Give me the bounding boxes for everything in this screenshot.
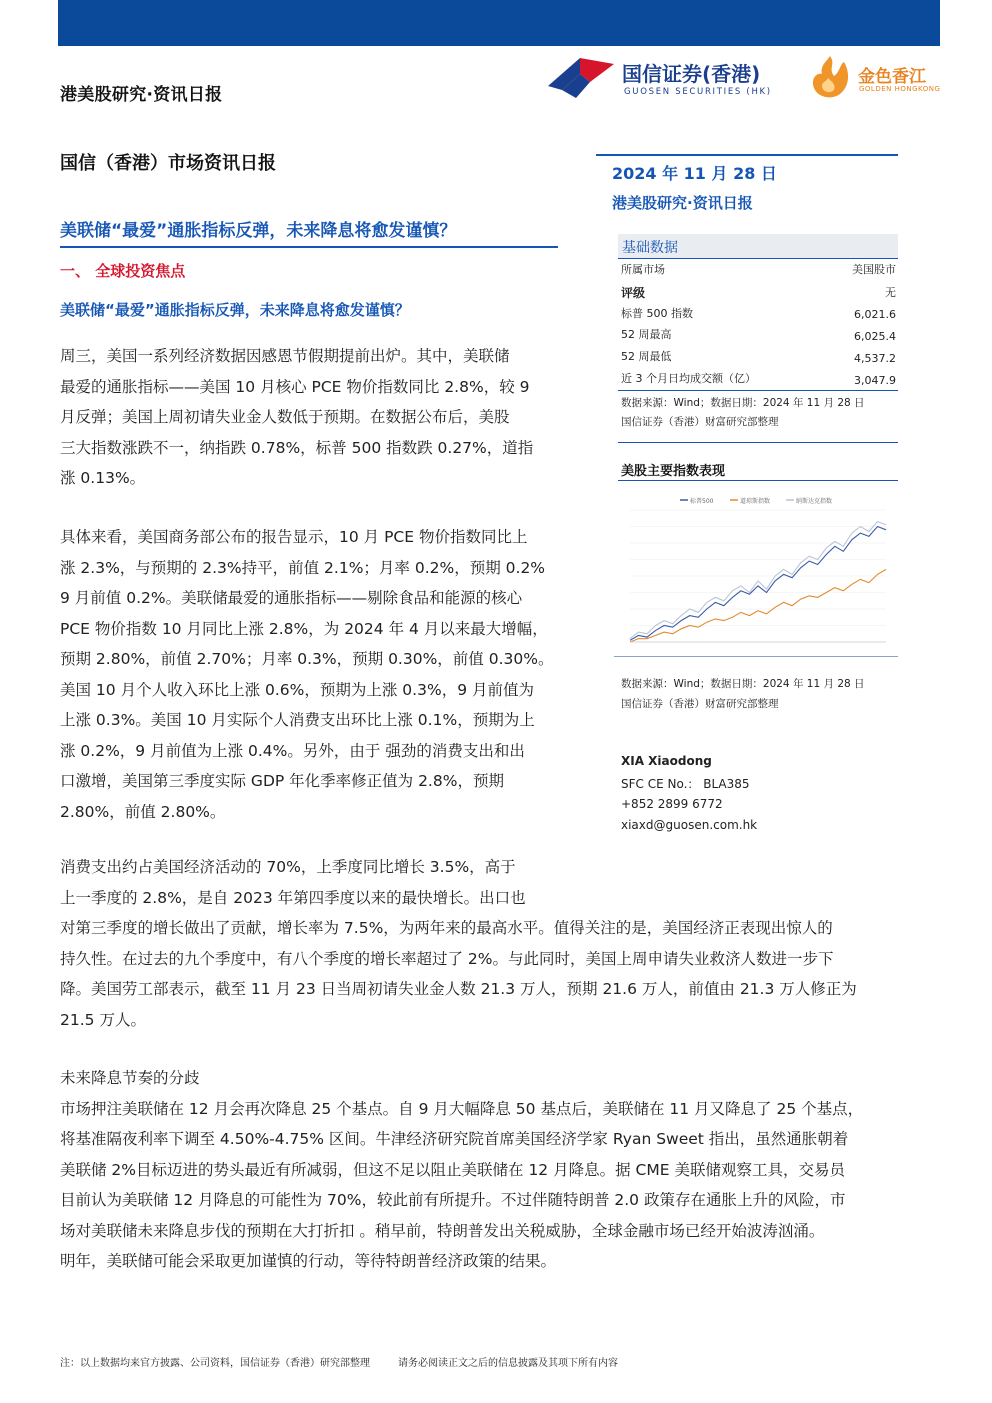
basic-data-key: 52 周最高 <box>621 328 672 341</box>
golden-logo-cn: 金色香江 <box>858 67 926 87</box>
index-chart-svg <box>614 482 898 656</box>
author-phone: +852 2899 6772 <box>621 797 723 811</box>
basic-data-key: 近 3 个月日均成交额（亿） <box>621 372 756 385</box>
data-source-note-2: 数据来源：Wind；数据日期：2024 年 11 月 28 日 <box>621 678 865 690</box>
chart-series-line <box>630 527 886 641</box>
guosen-logo <box>546 54 786 102</box>
basic-data-key: 评级 <box>621 286 646 300</box>
basic-data-bottom-rule <box>618 390 898 391</box>
chart-legend-label: 标普500 <box>690 498 714 505</box>
basic-data-row <box>621 370 896 390</box>
paragraph-line: 场对美联储未来降息步伐的预期在大打折扣 。稍早前，特朗普发出关税威胁，全球金融市场已经开始波涛汹涌。 <box>60 1221 825 1240</box>
paragraph-line: 将基准隔夜利率下调至 4.50%-4.75% 区间。牛津经济研究院首席美国经济学家 Ryan Sweet 指出，虽然通胀朝着 <box>60 1130 849 1148</box>
sidebar-top-rule <box>596 154 898 156</box>
chart-title-rule <box>618 480 898 481</box>
compiled-by-note-2: 国信证券（香港）财富研究部整理 <box>621 698 779 710</box>
sidebar-subtitle: 港美股研究·资讯日报 <box>612 194 753 212</box>
report-date: 2024 年 11 月 28 日 <box>612 164 777 183</box>
paragraph-line: 涨 0.2%，9 月前值为上涨 0.4%。另外，由于 强劲的消费支出和出 <box>60 741 525 760</box>
headline: 美联储“最爱”通胀指标反弹，未来降息将愈发谨慎？ <box>60 221 457 241</box>
basic-data-row <box>621 261 896 281</box>
paragraph-line: 三大指数涨跌不一，纳指跌 0.78%，标普 500 指数跌 0.27%，道指 <box>60 438 534 457</box>
basic-data-value: 3,047.9 <box>854 374 896 387</box>
paragraph-line: 消费支出约占美国经济活动的 70%，上季度同比增长 3.5%，高于 <box>60 858 516 876</box>
page-footer <box>60 1354 618 1369</box>
basic-data-key: 52 周最低 <box>621 350 672 363</box>
paragraph-line: 上涨 0.3%。美国 10 月实际个人消费支出环比上涨 0.1%，预期为上 <box>60 711 535 729</box>
paragraph-line: 美国 10 月个人收入环比上涨 0.6%，预期为上涨 0.3%，9 月前值为 <box>60 680 534 699</box>
chart-title: 美股主要指数表现 <box>621 464 726 479</box>
basic-data-value: 美国股市 <box>852 263 896 276</box>
footer-note: 注：以上数据均来官方披露、公司资料，国信证券（香港）研究部整理 <box>60 1358 370 1369</box>
guosen-logo-icon <box>546 56 616 100</box>
paragraph-line: 对第三季度的增长做出了贡献，增长率为 7.5%，为两年来的最高水平。值得关注的是，美国经济正表现出惊人的 <box>60 919 833 937</box>
paragraph-line: 口激增，美国第三季度实际 GDP 年化季率修正值为 2.8%，预期 <box>60 772 504 790</box>
paragraph-2 <box>60 522 553 827</box>
paragraph-line: 2.80%，前值 2.80%。 <box>60 802 226 821</box>
paragraph-line: 持久性。在过去的九个季度中，有八个季度的增长率超过了 2%。与此同时，美国上周申请失业救济人数进一步下 <box>60 949 834 968</box>
paragraph-4 <box>60 1063 863 1277</box>
paragraph-line: 上一季度的 2.8%，是自 2023 年第四季度以来的最快增长。出口也 <box>60 888 526 907</box>
paragraph-line: 涨 0.13%。 <box>60 469 146 487</box>
paragraph-3 <box>60 852 857 1035</box>
paragraph-line: 降。美国劳工部表示，截至 11 月 23 日当周初请失业金人数 21.3 万人，预期 21.6 万人，前值由 21.3 万人修正为 <box>60 980 857 998</box>
basic-data-title: 基础数据 <box>622 240 678 256</box>
paragraph-line: 月反弹；美国上周初请失业金人数低于预期。在数据公布后，美股 <box>60 408 510 426</box>
headline-divider <box>60 246 558 248</box>
basic-data-header <box>618 234 898 258</box>
basic-data-value: 无 <box>885 286 896 299</box>
guosen-logo-en: GUOSEN SECURITIES (HK) <box>624 87 772 97</box>
section-heading: 一、 全球投资焦点 <box>60 262 186 280</box>
basic-data-rule <box>618 258 898 259</box>
paragraph-line: 目前认为美联储 12 月降息的可能性为 70%，较此前有所提升。不过伴随特朗普 2.0 政策存在通胀上升的风险，市 <box>60 1191 846 1209</box>
chart-series-line <box>630 522 886 639</box>
author-sfc: SFC CE No.： BLA385 <box>621 777 750 791</box>
basic-data-value: 6,025.4 <box>854 330 896 343</box>
chart-legend-label: 道琼斯指数 <box>740 498 771 505</box>
author-name: XIA Xiaodong <box>621 754 712 768</box>
header-label: 港美股研究·资讯日报 <box>60 85 223 105</box>
paragraph-line: 预期 2.80%，前值 2.70%；月率 0.3%，预期 0.30%，前值 0.30%。 <box>60 650 554 668</box>
author-email[interactable]: xiaxd@guosen.com.hk <box>621 818 758 832</box>
index-performance-chart <box>614 482 898 657</box>
chart-legend-label: 纳斯达克指数 <box>796 498 833 505</box>
basic-data-key: 标普 500 指数 <box>621 307 693 320</box>
basic-data-row <box>621 284 896 304</box>
basic-data-value: 6,021.6 <box>854 308 896 321</box>
golden-flame-icon <box>806 54 854 100</box>
paragraph-line: 周三，美国一系列经济数据因感恩节假期提前出炉。其中，美联储 <box>60 347 510 365</box>
top-banner <box>58 0 940 46</box>
paragraph-line: 最爱的通胀指标——美国 10 月核心 PCE 物价指数同比 2.8%，较 9 <box>60 377 530 396</box>
compiled-by-note: 国信证券（香港）财富研究部整理 <box>621 416 779 428</box>
guosen-logo-cn: 国信证券(香港) <box>622 62 761 86</box>
paragraph-line: 市场押注美联储在 12 月会再次降息 25 个基点。自 9 月大幅降息 50 基点后，美联储在 11 月又降息了 25 个基点， <box>60 1099 864 1118</box>
report-title: 国信（香港）市场资讯日报 <box>60 153 276 174</box>
paragraph-line: PCE 物价指数 10 月同比上涨 2.8%，为 2024 年 4 月以来最大增幅， <box>60 619 548 638</box>
paragraph-line: 涨 2.3%，与预期的 2.3%持平，前值 2.1%；月率 0.2%，预期 0.2% <box>60 558 546 577</box>
data-source-note: 数据来源：Wind；数据日期：2024 年 11 月 28 日 <box>621 397 865 409</box>
paragraph-line: 21.5 万人。 <box>60 1010 146 1029</box>
paragraph-4-title: 未来降息节奏的分歧 <box>60 1069 200 1087</box>
basic-data-key: 所属市场 <box>621 263 665 276</box>
subheadline: 美联储“最爱”通胀指标反弹，未来降息将愈发谨慎？ <box>60 301 410 319</box>
paragraph-line: 美联储 2%目标迈进的势头最近有所减弱，但这不足以阻止美联储在 12 月降息。据 CME 美联储观察工具，交易员 <box>60 1160 845 1179</box>
paragraph-line: 明年，美联储可能会采取更加谨慎的行动，等待特朗普经济政策的结果。 <box>60 1252 557 1270</box>
section-rule <box>618 442 898 443</box>
basic-data-value: 4,537.2 <box>854 352 896 365</box>
golden-logo-en: GOLDEN HONGKONG <box>859 85 941 93</box>
paragraph-line: 9 月前值 0.2%。美联储最爱的通胀指标——剔除食品和能源的核心 <box>60 589 523 607</box>
footer-disclaimer: 请务必阅读正文之后的信息披露及其项下所有内容 <box>398 1358 618 1369</box>
paragraph-1 <box>60 341 533 494</box>
golden-hongkong-logo <box>806 54 946 102</box>
basic-data-row <box>621 326 896 346</box>
basic-data-row <box>621 348 896 368</box>
paragraph-line: 具体来看，美国商务部公布的报告显示，10 月 PCE 物价指数同比上 <box>60 528 528 546</box>
basic-data-row <box>621 305 896 325</box>
